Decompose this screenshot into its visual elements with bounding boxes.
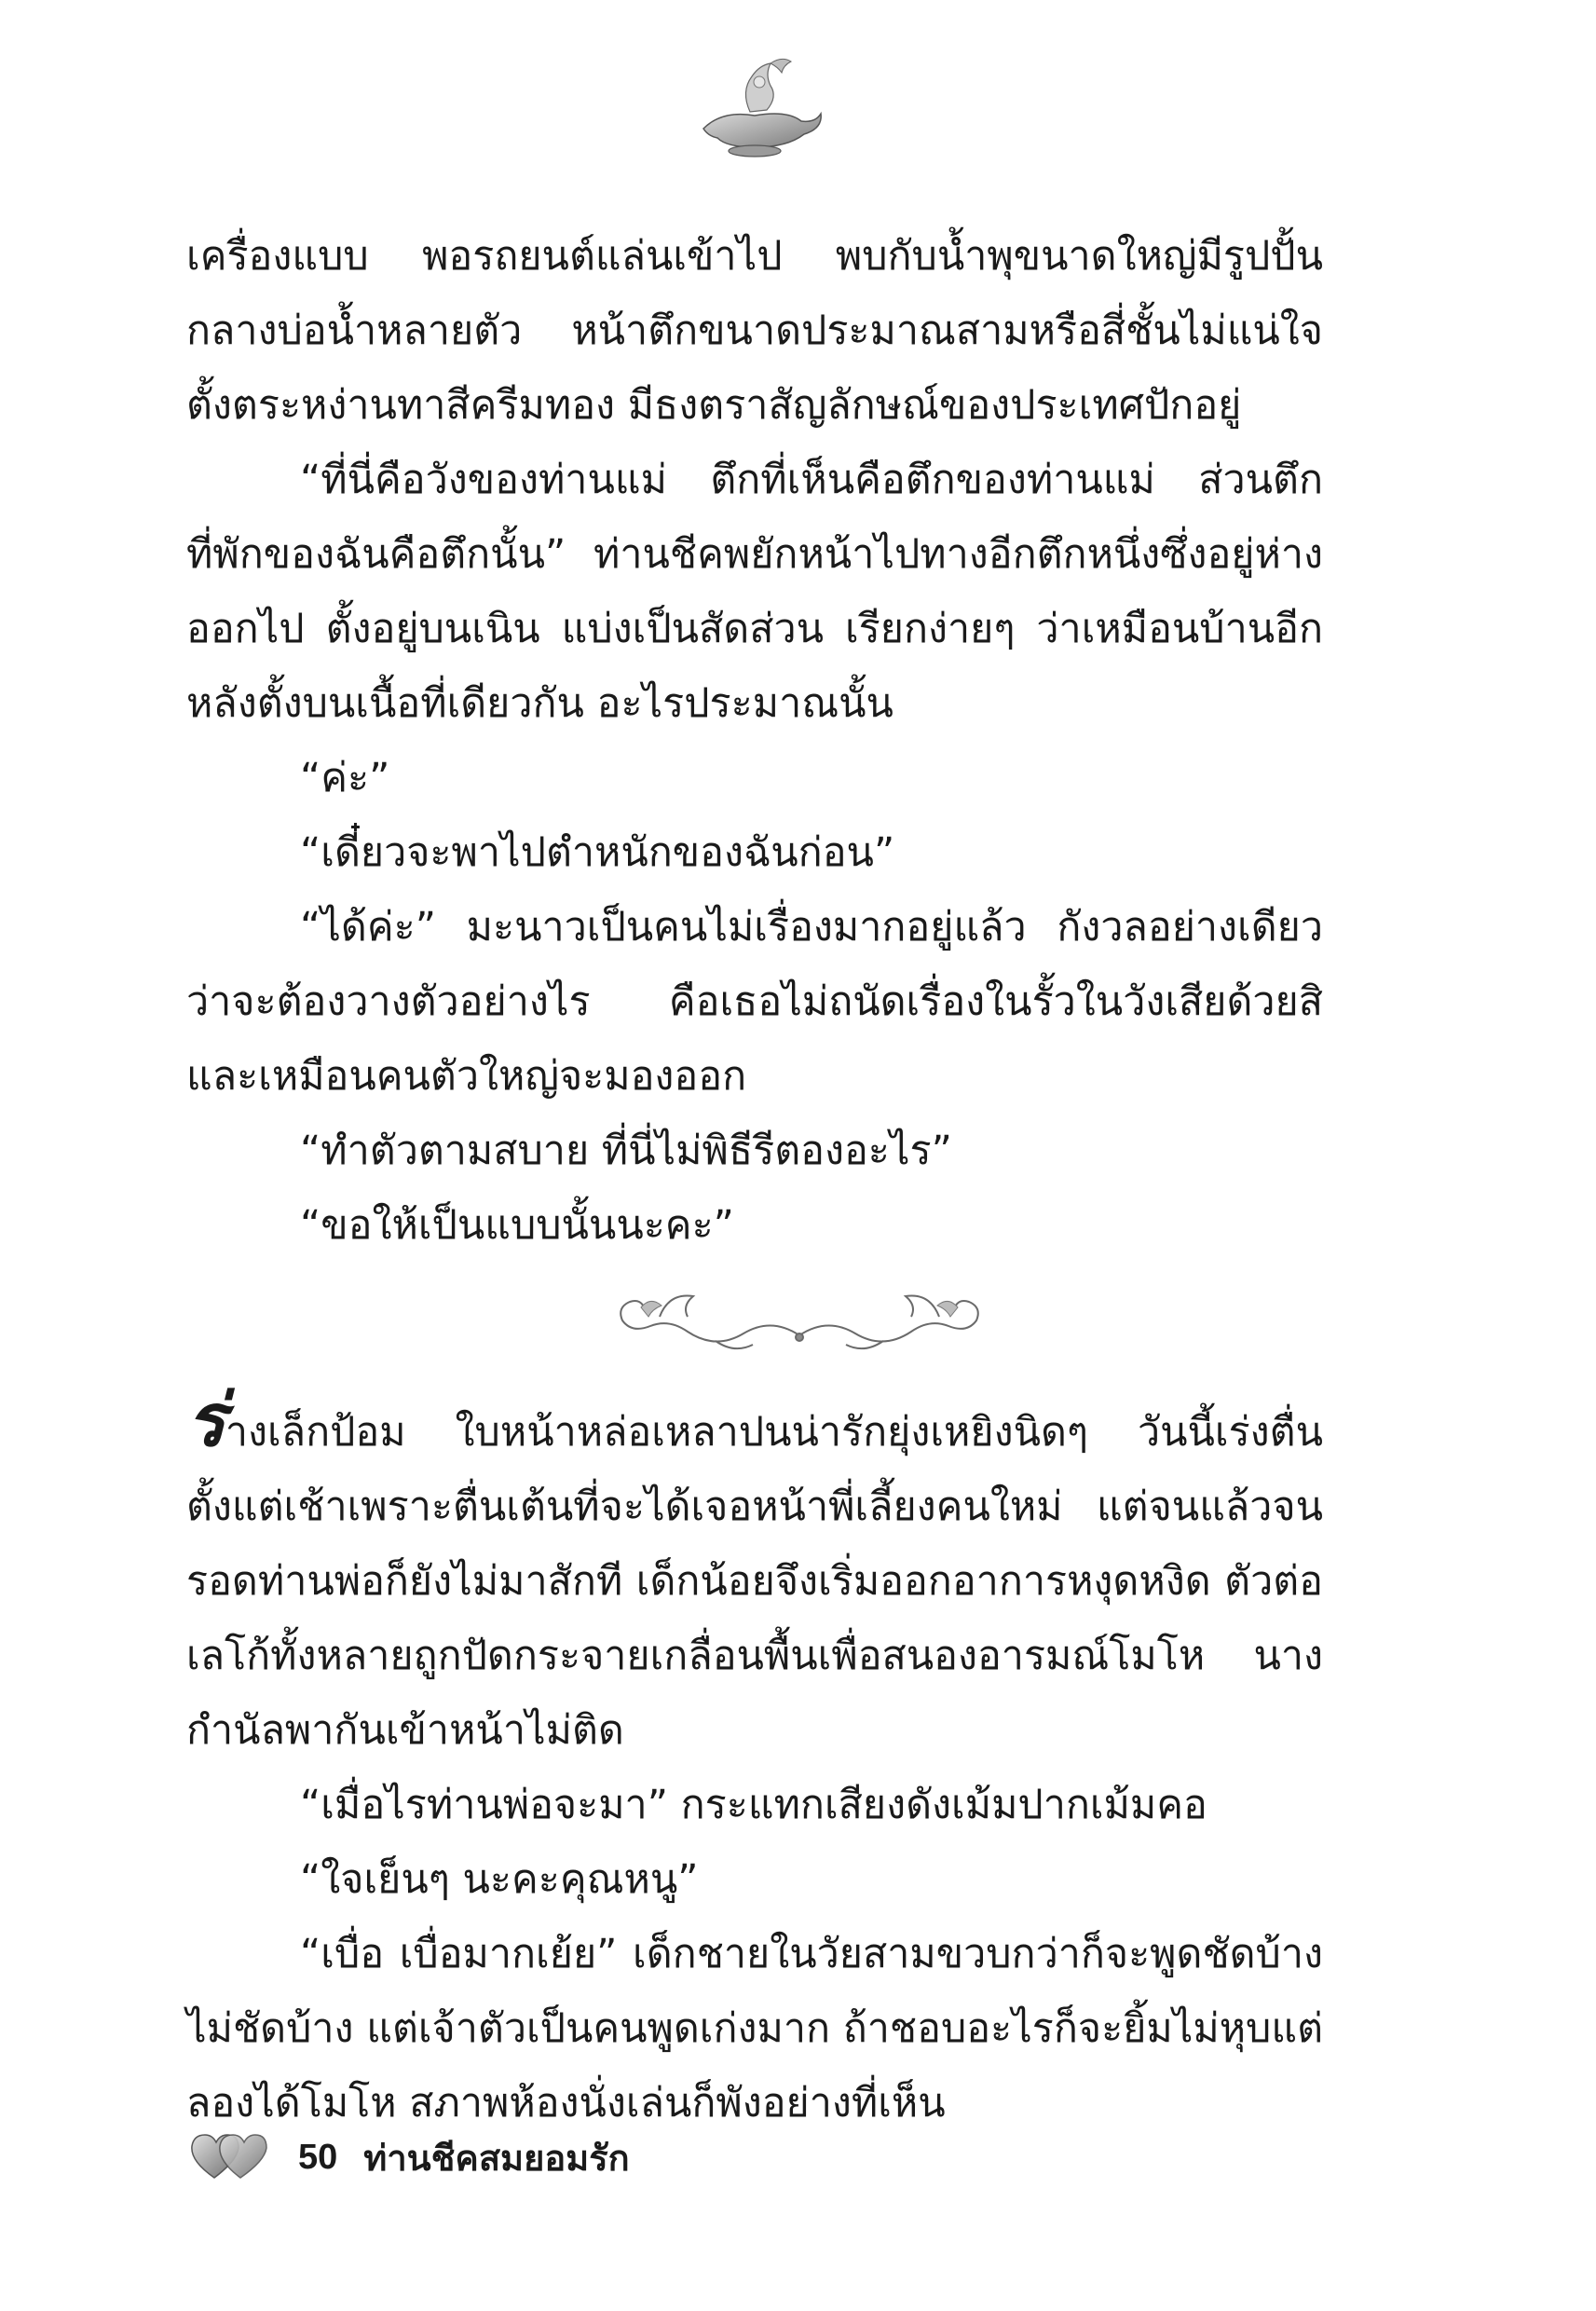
genie-lamp-icon bbox=[685, 54, 825, 166]
dialogue-line: “เมื่อไรท่านพ่อจะมา” กระแทกเสียงดังเม้มปากเม้มคอ bbox=[300, 1782, 1207, 1828]
paragraph: “ได้ค่ะ” มะนาวเป็นคนไม่เรื่องมากอยู่แล้ว กังวลอย่างเดียวว่าจะต้องวางตัวอย่างไร คือเธอไม่ถนัดเรื่องในรั้วในวังเสียด้วยสิ และเหมือนคนตัวใหญ่จะมองออก bbox=[186, 904, 1323, 1100]
paragraph: “เบื่อ เบื่อมากเย้ย” เด็กชายในวัยสามขวบกว่าก็จะพูดชัดบ้างไม่ชัดบ้าง แต่เจ้าตัวเป็นคนพูดเก่งมาก ถ้าชอบอะไรก็จะยิ้มไม่หุบแต่ลองได้โมโห สภาพห้องนั่งเล่นก็พังอย่างที่เห็น bbox=[186, 1931, 1323, 2126]
book-title: ท่านชีคสมยอมรัก bbox=[363, 2137, 630, 2179]
drop-cap: ร่ bbox=[186, 1379, 225, 1463]
dialogue-line: “ใจเย็นๆ นะคะคุณหนู” bbox=[300, 1856, 699, 1903]
ornamental-divider-icon bbox=[604, 1279, 995, 1363]
paragraph-dropcap bbox=[186, 1379, 1323, 1768]
dialogue-line: “ค่ะ” bbox=[300, 755, 390, 801]
block2-paragraphs bbox=[186, 1768, 1323, 2140]
double-heart-icon bbox=[186, 2131, 270, 2183]
dialogue-line: “ทำตัวตามสบาย ที่นี่ไม่พิธีรีตองอะไร” bbox=[300, 1128, 952, 1174]
text-block-1 bbox=[186, 219, 1323, 1263]
page-footer bbox=[186, 2129, 630, 2185]
paragraph: “ที่นี่คือวังของท่านแม่ ตึกที่เห็นคือตึกของท่านแม่ ส่วนตึกที่พักของฉันคือตึกนั้น” ท่านชีคพยักหน้าไปทางอีกตึกหนึ่งซึ่งอยู่ห่างออกไป ตั้งอยู่บนเนิน แบ่งเป็นสัดส่วน เรียกง่ายๆ ว่าเหมือนบ้านอีกหลังตั้งบนเนื้อที่เดียวกัน อะไรประมาณนั้น bbox=[186, 457, 1323, 727]
text-block-2 bbox=[186, 1379, 1323, 2140]
paragraph: เครื่องแบบ พอรถยนต์แล่นเข้าไป พบกับน้ำพุขนาดใหญ่มีรูปปั้นกลางบ่อน้ำหลายตัว หน้าตึกขนาดประมาณสามหรือสี่ชั้นไม่แน่ใจ ตั้งตระหง่านทาสีครีมทอง มีธงตราสัญลักษณ์ของประเทศปักอยู่ bbox=[186, 233, 1323, 429]
dialogue-line: “ขอให้เป็นแบบนั้นนะคะ” bbox=[300, 1202, 734, 1249]
page-number: 50 bbox=[298, 2137, 338, 2177]
paragraph-text: างเล็กป้อม ใบหน้าหล่อเหลาปนน่ารักยุ่งเหยิงนิดๆ วันนี้เร่งตื่นตั้งแต่เช้าเพราะตื่นเต้นที่จะได้เจอหน้าพี่เลี้ยงคนใหม่ แต่จนแล้วจนรอดท่านพ่อก็ยังไม่มาสักที เด็กน้อยจึงเริ่มออกอาการหงุดหงิด ตัวต่อเลโก้ทั้งหลายถูกปัดกระจายเกลื่อนพื้นเพื่อสนองอารมณ์โมโห นางกำนัลพากันเข้าหน้าไม่ติด bbox=[186, 1409, 1323, 1754]
dialogue-line: “เดี๋ยวจะพาไปตำหนักของฉันก่อน” bbox=[300, 829, 895, 876]
